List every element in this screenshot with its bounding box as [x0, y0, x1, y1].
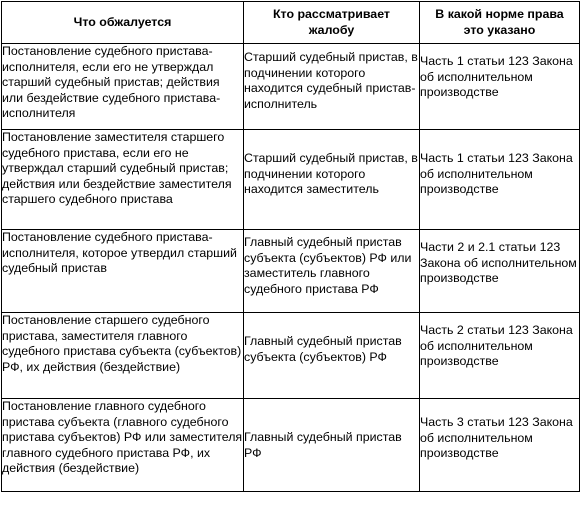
cell-norm-text: Часть 1 статьи 123 Закона об исполнительном производстве: [420, 54, 573, 99]
table-row: [2, 44, 580, 130]
cell-norm: [420, 44, 580, 130]
cell-what-text: Постановление главного судебного пристава субъекта (главного судебного пристава субъектов) РФ или заместителя главного судебного пристава РФ, их действия (бездействие): [2, 399, 243, 475]
cell-who-text: Старший судебный пристав, в подчинении которого находится заместитель: [244, 151, 418, 196]
cell-who: [244, 44, 420, 130]
cell-norm-text: Часть 1 статьи 123 Закона об исполнительном производстве: [420, 151, 573, 196]
cell-norm: [420, 230, 580, 313]
table-row: [2, 230, 580, 313]
cell-what: [2, 230, 244, 313]
cell-who: [244, 313, 420, 399]
cell-what: [2, 313, 244, 399]
appeals-table: [1, 1, 580, 492]
cell-what-text: Постановление судебного пристава-исполнителя, которое утвердил старший судебный пристав: [2, 230, 237, 275]
header-norm: В какой норме права это указано: [420, 2, 580, 44]
cell-what-text: Постановление старшего судебного пристава, заместителя главного судебного пристава субъекта (субъектов) РФ, их действия (бездействие): [2, 313, 242, 374]
cell-norm: [420, 130, 580, 230]
cell-who-text: Главный судебный пристав субъекта (субъектов) РФ или заместитель главного судебного пристава РФ: [244, 235, 412, 296]
cell-norm: [420, 313, 580, 399]
table-row: [2, 313, 580, 399]
cell-who-text: Старший судебный пристав, в подчинении которого находится судебный пристав-исполнитель: [244, 50, 418, 111]
header-what: Что обжалуется: [2, 2, 244, 44]
cell-who-text: Главный судебный пристав РФ: [244, 430, 402, 460]
table-row: [2, 399, 580, 492]
cell-who: [244, 399, 420, 492]
cell-norm-text: Часть 3 статьи 123 Закона об исполнительном производстве: [420, 415, 573, 460]
cell-what-text: Постановление заместителя старшего судебного пристава, если его не утверждал старший судебный пристав; действия или бездействие заместителя старшего судебного пристава: [2, 130, 232, 206]
cell-norm: [420, 399, 580, 492]
cell-what: [2, 44, 244, 130]
table-header-row: [2, 2, 580, 44]
cell-who: [244, 230, 420, 313]
cell-norm-text: Часть 2 статьи 123 Закона об исполнительном производстве: [420, 323, 573, 368]
cell-who: [244, 130, 420, 230]
cell-what: [2, 130, 244, 230]
cell-what-text: Постановление судебного пристава-исполнителя, если его не утверждал старший судебный пристав; действия или бездействие судебного пристава-исполнителя: [2, 44, 221, 120]
cell-what: [2, 399, 244, 492]
header-who: Кто рассматривает жалобу: [244, 2, 420, 44]
table-row: [2, 130, 580, 230]
cell-norm-text: Части 2 и 2.1 статьи 123 Закона об исполнительном производстве: [420, 240, 577, 285]
cell-who-text: Главный судебный пристав субъекта (субъектов) РФ: [244, 334, 402, 364]
